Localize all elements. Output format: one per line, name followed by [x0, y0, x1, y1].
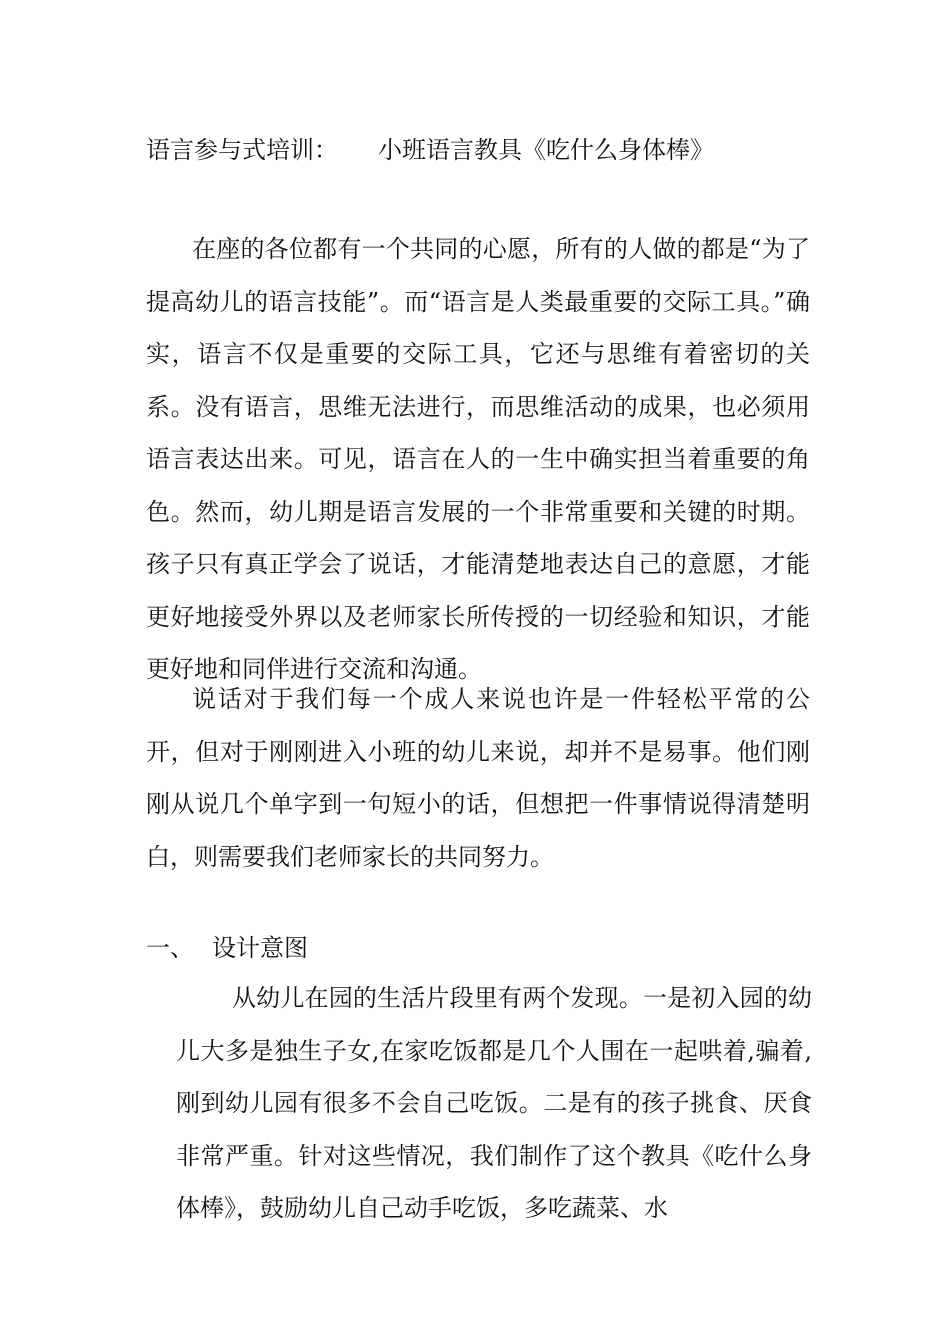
- title-prefix: 语言参与式培训：: [146, 136, 338, 164]
- title-main: 小班语言教具《吃什么身体棒》: [378, 136, 714, 164]
- document-title: [146, 126, 714, 174]
- section-heading: [146, 924, 308, 972]
- intro-paragraph-2: 说话对于我们每一个成人来说也许是一件轻松平常的公开，但对于刚刚进入小班的幼儿来说，却并不是易事。他们刚刚从说几个单字到一句短小的话，但想把一件事情说得清楚明白，则需要我们老师家长的共同努力。: [146, 685, 810, 871]
- section-number: 一、: [146, 934, 194, 962]
- section-title: 设计意图: [212, 934, 308, 962]
- section-body: 从幼儿在园的生活片段里有两个发现。一是初入园的幼儿大多是独生子女,在家吃饭都是几个人围在一起哄着,骗着,刚到幼儿园有很多不会自己吃饭。二是有的孩子挑食、厌食非常严重。针对这些情况，我们制作了这个教具《吃什么身体棒》，鼓励幼儿自己动手吃饭，多吃蔬菜、水: [176, 984, 812, 1222]
- intro-paragraph-1: 在座的各位都有一个共同的心愿，所有的人做的都是“为了提高幼儿的语言技能”。而“语言是人类最重要的交际工具。”确实，语言不仅是重要的交际工具，它还与思维有着密切的关系。没有语言，思维无法进行，而思维活动的成果，也必须用语言表达出来。可见，语言在人的一生中确实担当着重要的角色。然而，幼儿期是语言发展的一个非常重要和关键的时期。孩子只有真正学会了说话，才能清楚地表达自己的意愿，才能更好地接受外界以及老师家长所传授的一切经验和知识，才能更好地和同伴进行交流和沟通。: [146, 235, 810, 683]
